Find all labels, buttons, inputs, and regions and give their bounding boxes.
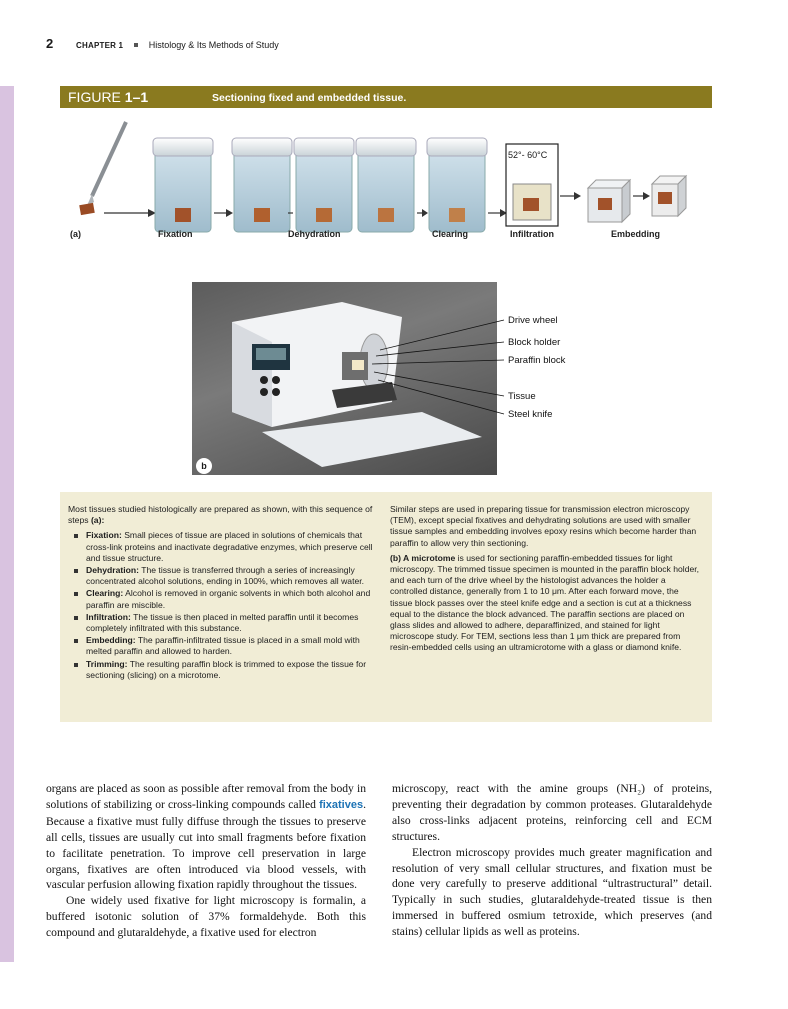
figure-legend-box xyxy=(60,492,712,722)
body-right-column xyxy=(392,781,712,940)
step-arrow-head xyxy=(226,209,233,217)
figure-label xyxy=(68,89,148,105)
figure-panel-a xyxy=(60,116,712,246)
body-paragraph: organs are placed as soon as possible after removal from the body in solutions of stabilizing or cross-linking compounds called fixatives. Because a fixative must fully diffuse through the tissues to preserve all cells, tissues are usually cut into small fragments before fixation to facilitate penetration. To improve cell preservation in large organs, fixatives are often introduced via blood vessels, with vascular perfusion allowing fixation rapidly throughout the tissues. xyxy=(46,782,366,892)
callout-tissue: Tissue xyxy=(508,391,536,402)
figure-caption: Sectioning fixed and embedded tissue. xyxy=(212,92,407,104)
step-arrow-head xyxy=(422,209,428,217)
list-item: Embedding: The paraffin-infiltrated tissue is placed in a small mold with melted paraffin and allowed to harden. xyxy=(68,635,374,657)
chapter-title: Histology & Its Methods of Study xyxy=(148,40,279,50)
callout-steel-knife: Steel knife xyxy=(508,409,553,420)
legend-right-column xyxy=(390,504,702,658)
legend-step-list xyxy=(68,530,374,681)
fixation-jar xyxy=(153,138,213,232)
callout-paraffin-block: Paraffin block xyxy=(508,355,566,366)
step-arrow-head xyxy=(643,192,650,200)
header-separator xyxy=(134,43,138,47)
figure-label-prefix: FIGURE xyxy=(68,89,125,105)
list-item: Dehydration: The tissue is transferred through a series of increasingly concentrated alcohol solutions, ending in 100%, which removes all water. xyxy=(68,565,374,587)
panel-a-marker: (a) xyxy=(70,229,81,239)
panel-b-marker: b xyxy=(196,458,212,474)
page-number: 2 xyxy=(46,36,54,51)
list-item: Fixation: Small pieces of tissue are placed in solutions of chemicals that cross-link proteins and inactivate degradative enzymes, which preserve cell and tissue structure. xyxy=(68,530,374,564)
step-arrow-head xyxy=(574,192,581,200)
key-term-fixatives: fixatives xyxy=(319,798,364,811)
callout-drive-wheel: Drive wheel xyxy=(508,315,558,326)
callout-leader-lines xyxy=(370,310,510,420)
figure-number: 1–1 xyxy=(124,89,149,105)
running-header xyxy=(46,36,279,51)
legend-intro: Most tissues studied histologically are prepared as shown, with this sequence of steps (a): xyxy=(68,504,373,526)
clearing-jar xyxy=(427,138,487,232)
side-color-strip xyxy=(0,86,14,962)
legend-left-column xyxy=(68,504,374,682)
infiltration-temperature: 52°- 60°C xyxy=(508,150,548,160)
step-label-fixation: Fixation xyxy=(158,229,193,239)
paraffin-block xyxy=(652,176,686,216)
body-paragraph: One widely used fixative for light microscopy is formalin, a buffered isotonic solution of 37% formaldehyde. Both this compound and glutaraldehyde, a fixative used for electron xyxy=(46,894,366,940)
step-label-infiltration: Infiltration xyxy=(510,229,554,239)
figure-title-bar xyxy=(60,86,712,108)
step-label-embedding: Embedding xyxy=(611,229,660,239)
legend-microtome-paragraph: (b) A microtome is used for sectioning paraffin-embedded tissues for light microscopy. The trimmed tissue specimen is mounted in the paraffin block holder, and each turn of the drive wheel by the histologist advances the holder a controlled distance, generally from 1 to 10 μm. After each forward move, the tissue block passes over the steel knife edge and a section is cut at a thickness equal to the distance the block advanced. The paraffin sections are placed on glass slides and allowed to adhere, deparaffinized, and stained for light microscope study. For TEM, sections less than 1 μm thick are prepared from resin-embedded cells using an ultramicrotome with a glass or diamond knife. xyxy=(390,552,700,653)
step-label-clearing: Clearing xyxy=(432,229,469,239)
list-item: Trimming: The resulting paraffin block is trimmed to expose the tissue for sectioning (slicing) on a microtome. xyxy=(68,659,374,681)
tissue-processing-illustration xyxy=(60,116,712,246)
dehydration-jar-2 xyxy=(294,138,354,232)
list-item: Clearing: Alcohol is removed in organic solvents in which both alcohol and paraffin are miscible. xyxy=(68,588,374,610)
embedding-mold xyxy=(588,180,630,222)
body-left-column xyxy=(46,781,366,941)
list-item: Infiltration: The tissue is then placed in melted paraffin until it becomes completely infiltrated with this substance. xyxy=(68,612,374,634)
dehydration-jar-3 xyxy=(356,138,416,232)
scalpel-icon xyxy=(79,122,126,215)
chapter-label: CHAPTER 1 xyxy=(76,41,124,50)
step-label-dehydration: Dehydration xyxy=(288,229,341,239)
callout-block-holder: Block holder xyxy=(508,337,561,348)
body-paragraph: microscopy, react with the amine groups (NH₂) of proteins, preventing their degradation by common proteases. Glutaraldehyde also cross-links adjacent proteins, reinforcing cell and ECM structures. xyxy=(392,782,712,843)
body-paragraph: Electron microscopy provides much greater magnification and resolution of very small cellular structures, and fixation must be done very carefully to preserve additional “ultrastructural” detail. Typically in such studies, glutaraldehyde-treated tissue is then immersed in buffered osmium tetroxide, which preserves (and stains) cellular lipids as well as proteins. xyxy=(392,845,712,939)
legend-tem-paragraph: Similar steps are used in preparing tissue for transmission electron microscopy (TEM), except special fixatives and dehydrating solutions are used with smaller tissue samples and embedding involves epoxy resins which become harder than paraffin to allow very thin sectioning. xyxy=(390,504,697,548)
dehydration-jar-1 xyxy=(232,138,292,232)
